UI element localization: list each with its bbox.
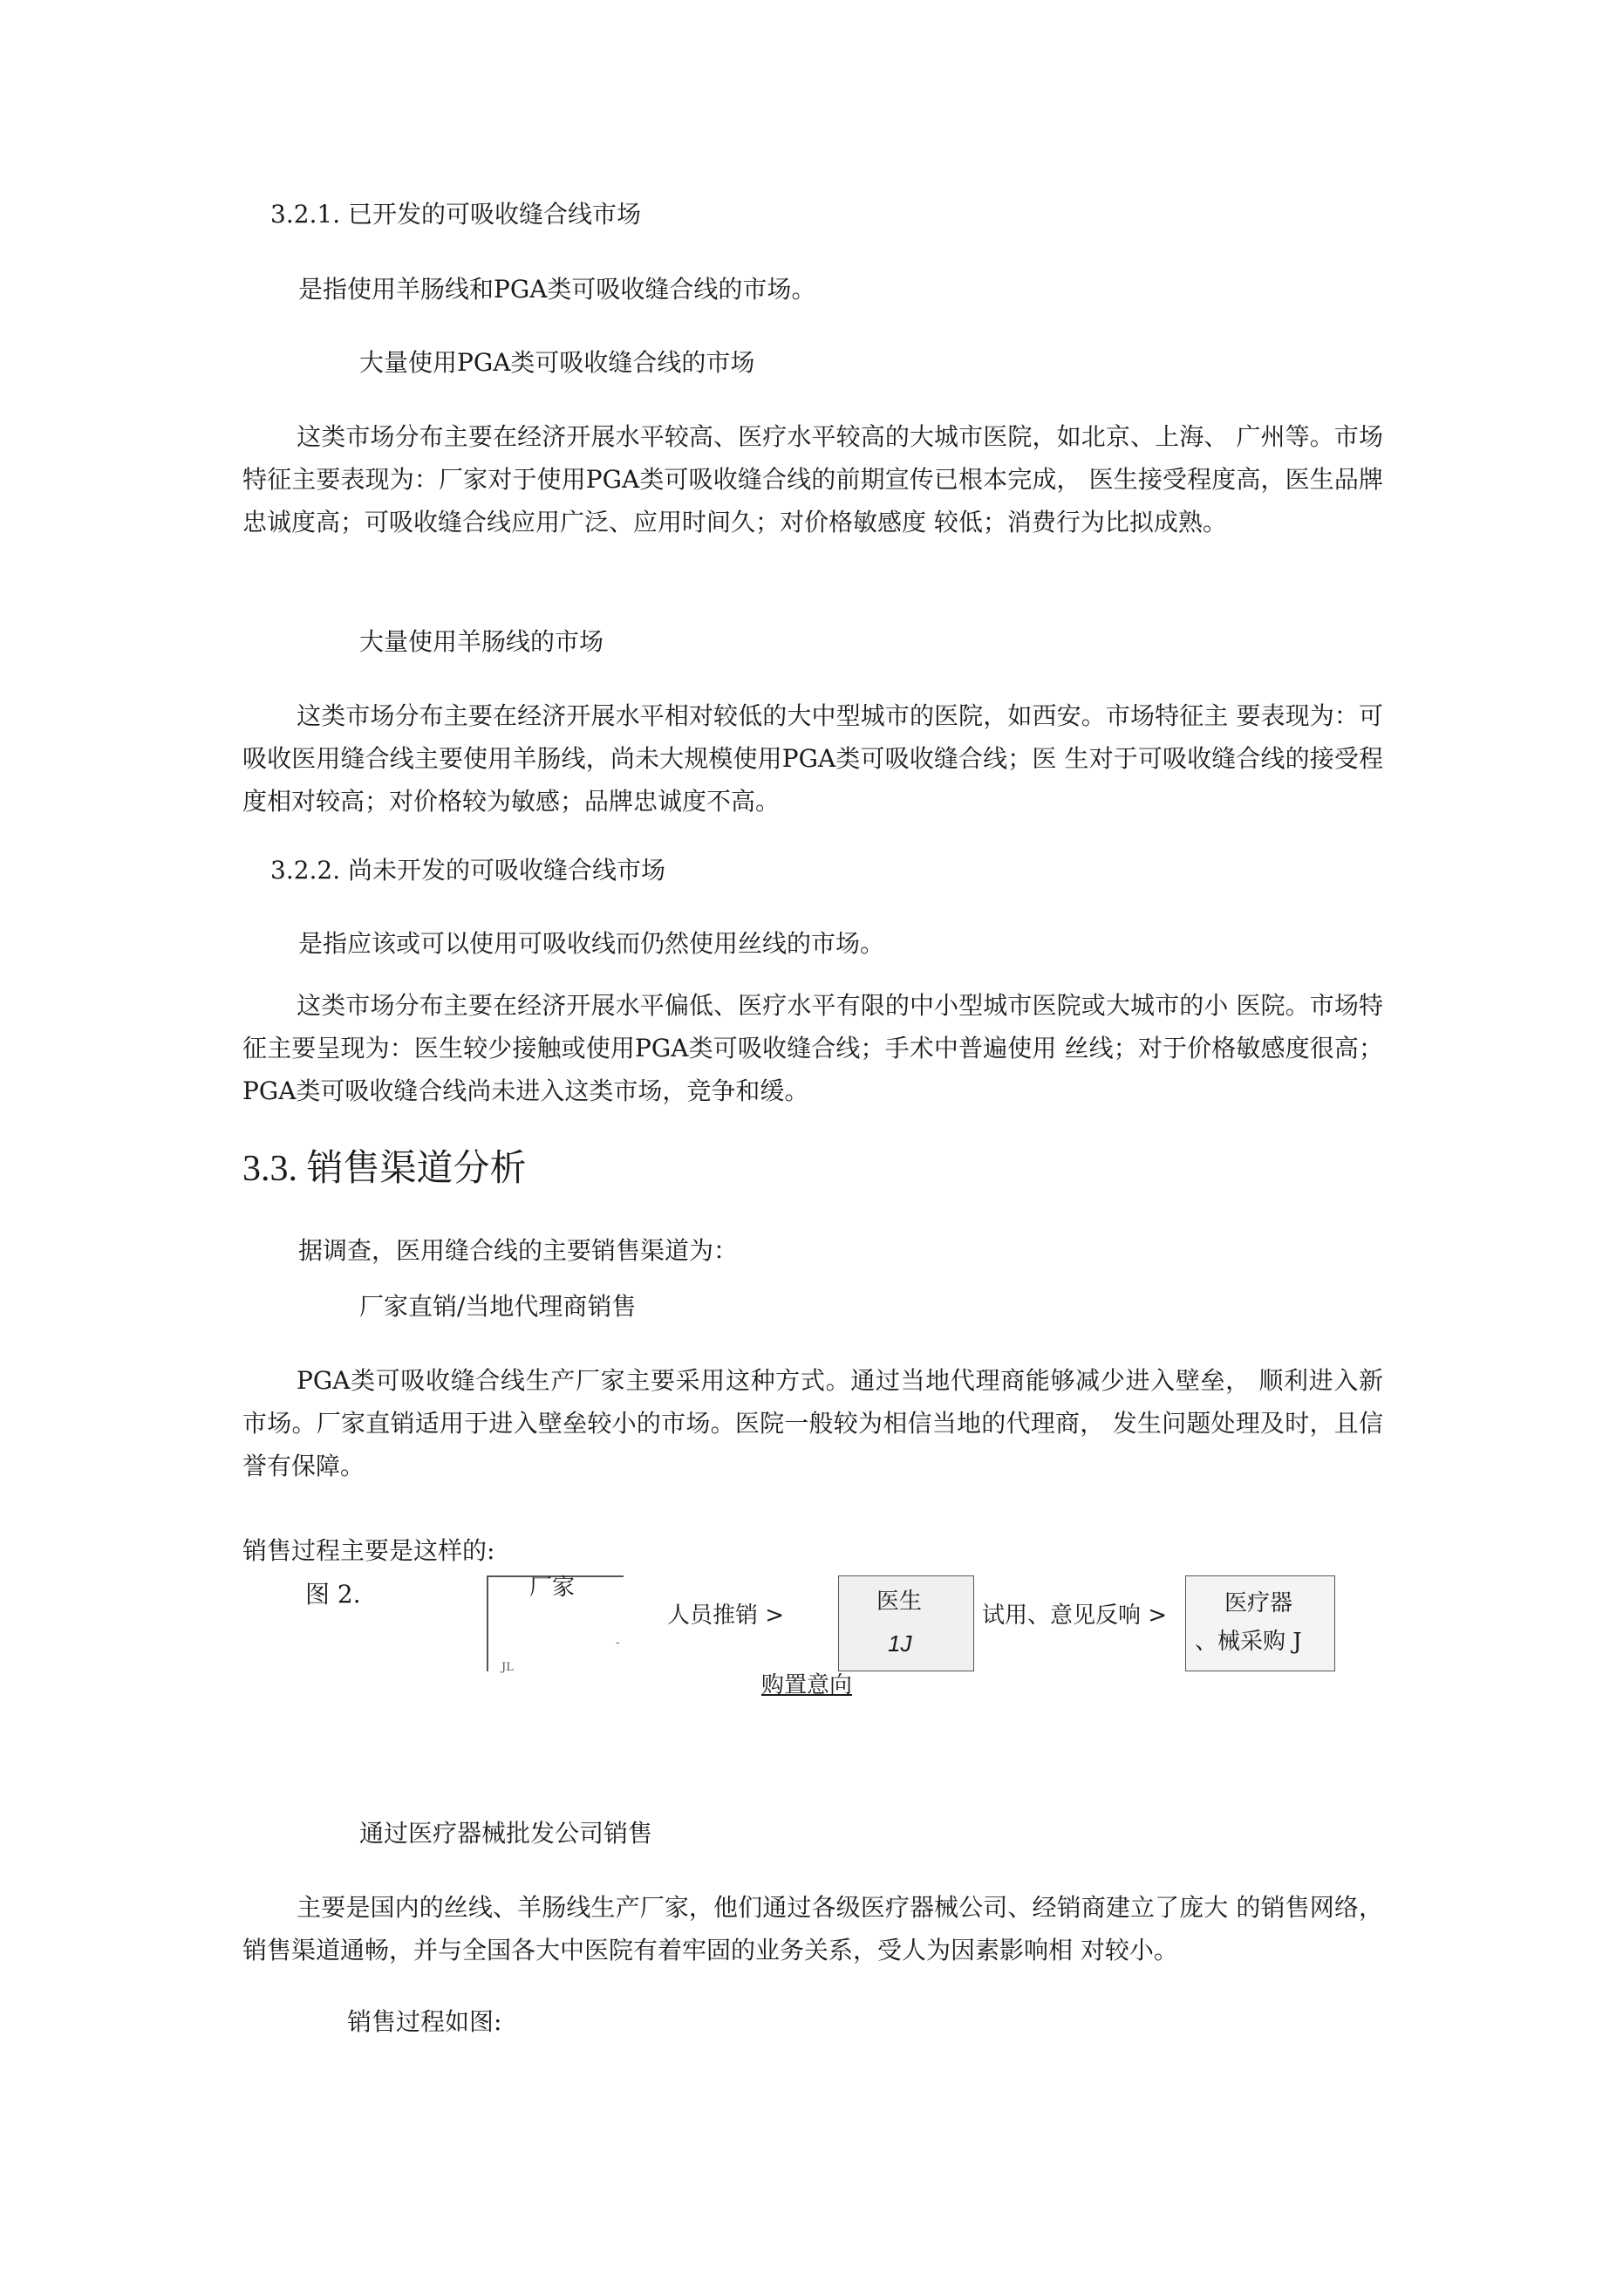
hospital-label-line2: 、械采购 J <box>1195 1629 1302 1655</box>
purchase-intent-label: 购置意向 <box>761 1672 853 1698</box>
factory-label: 厂家 <box>529 1575 576 1601</box>
doctor-sublabel: 1J <box>888 1630 912 1657</box>
process2-intro: 销售过程如图: <box>347 2007 502 2036</box>
section-3-2-2-heading: 3.2.2. 尚未开发的可吸收缝合线市场 <box>270 856 666 885</box>
channel-wholesale-body: 主要是国内的丝线、羊肠线生产厂家，他们通过各级医疗器械公司、经销商建立了庞大 的销售网络，销售渠道通畅，并与全国各大中医院有着牢固的业务关系，受人为因素影响相 对较小。 <box>242 1893 1383 1965</box>
subsection-catgut-body: 这类市场分布主要在经济开展水平相对较低的大中型城市的医院，如西安。市场特征主 要表现为：可吸收医用缝合线主要使用羊肠线，尚未大规模使用PGA类可吸收缝合线；医 生对于可吸收缝合线的接受程度相对较高；对价格较为敏感；品牌忠诚度不高。 <box>242 701 1383 816</box>
hospital-label-line1: 医疗器 <box>1224 1590 1293 1616</box>
factory-tick: - <box>616 1637 620 1650</box>
section-3-3-intro: 据调查，医用缝合线的主要销售渠道为： <box>298 1236 739 1265</box>
channel-direct-body: PGA类可吸收缝合线生产厂家主要采用这种方式。通过当地代理商能够减少进入壁垒， 顺利进入新市场。厂家直销适用于进入壁垒较小的市场。医院一般较为相信当地的代理商， 发生问题处理及时，且信誉有保障。 <box>242 1366 1383 1480</box>
section-3-2-2-body: 这类市场分布主要在经济开展水平偏低、医疗水平有限的中小型城市医院或大城市的小 医院。市场特征主要呈现为：医生较少接触或使用PGA类可吸收缝合线；手术中普遍使用 丝线；对于价格敏感度很高；PGA类可吸收缝合线尚未进入这类市场，竞争和缓。 <box>242 991 1383 1105</box>
channel-wholesale-title: 通过医疗器械批发公司销售 <box>359 1819 653 1848</box>
section-3-3-heading: 3.3. 销售渠道分析 <box>242 1149 527 1189</box>
section-3-2-1-intro: 是指使用羊肠线和PGA类可吸收缝合线的市场。 <box>298 275 816 304</box>
doctor-label: 医生 <box>876 1589 923 1615</box>
figure-2-label: 图 2. <box>305 1580 361 1609</box>
arrow-personal-selling: 人员推销 > <box>667 1602 785 1629</box>
channel-direct-title: 厂家直销/当地代理商销售 <box>359 1292 637 1321</box>
subsection-catgut-title: 大量使用羊肠线的市场 <box>359 627 604 656</box>
factory-mark: JL <box>501 1661 514 1674</box>
subsection-pga-title: 大量使用PGA类可吸收缝合线的市场 <box>359 348 755 377</box>
process-intro: 销售过程主要是这样的: <box>242 1536 495 1565</box>
section-3-2-1-heading: 3.2.1. 已开发的可吸收缝合线市场 <box>270 200 642 229</box>
section-3-2-2-intro: 是指应该或可以使用可吸收线而仍然使用丝线的市场。 <box>298 929 885 958</box>
arrow-trial-feedback: 试用、意见反响 > <box>982 1602 1168 1629</box>
subsection-pga-body: 这类市场分布主要在经济开展水平较高、医疗水平较高的大城市医院，如北京、上海、 广州等。市场特征主要表现为：厂家对于使用PGA类可吸收缝合线的前期宣传已根本完成， 医生接受程度高，医生品牌忠诚度高；可吸收缝合线应用广泛、应用时间久；对价格敏感度 较低；消费行为比拟成熟。 <box>242 422 1383 536</box>
